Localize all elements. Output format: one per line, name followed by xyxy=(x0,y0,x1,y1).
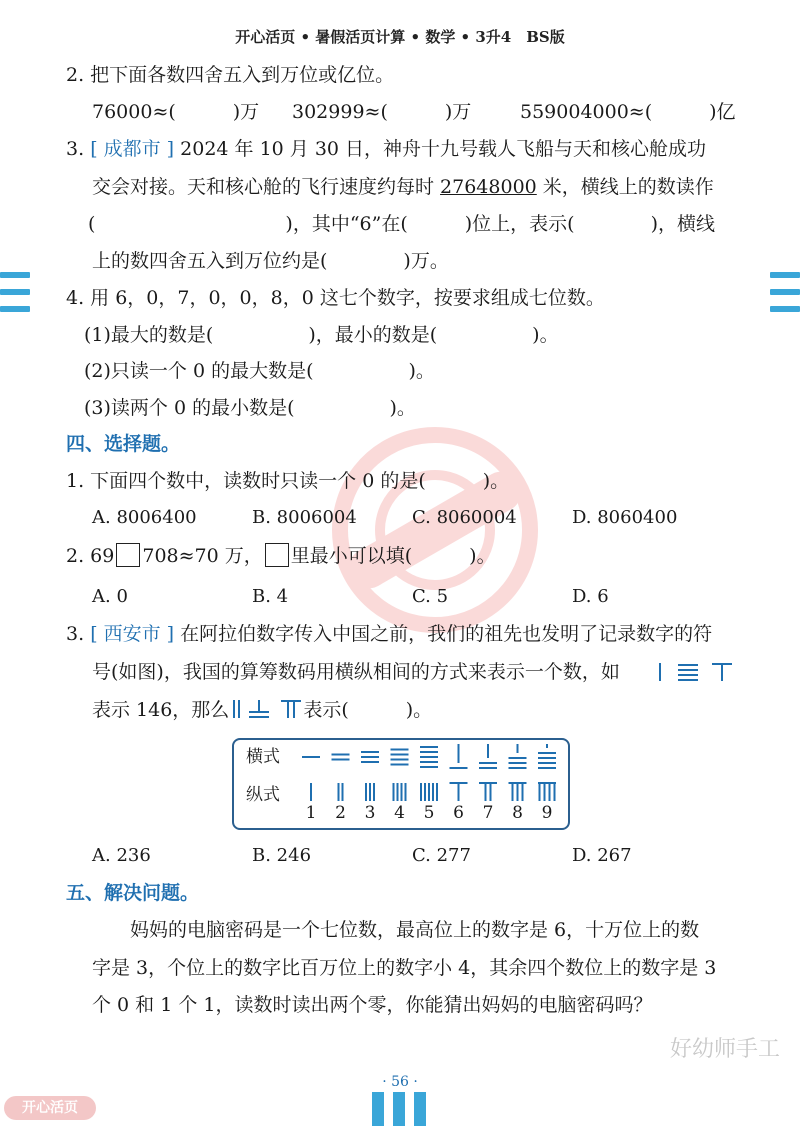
bottom-bars xyxy=(372,1092,435,1130)
choice3-number: 3. xyxy=(66,623,85,645)
page-header: 开心活页 • 暑假活页计算 • 数学 • 3升4 BS版 xyxy=(235,28,565,46)
q4-sub3: (3)读两个 0 的最小数是( )。 xyxy=(84,397,416,419)
q4-sub2: (2)只读一个 0 的最大数是( )。 xyxy=(84,360,435,382)
choice3-line2: 号(如图)，我国的算筹数码用横纵相间的方式来表示一个数，如 xyxy=(92,661,620,683)
rod-number-9: 9 xyxy=(541,803,553,823)
rod-number-4: 4 xyxy=(394,803,405,823)
choice2-option-a: A. 0 xyxy=(92,586,128,607)
q3-underlined-number: 27648000 xyxy=(440,176,537,198)
sec5-line2: 字是 3，个位上的数字比百万位上的数字小 4，其余四个数位上的数字是 3 xyxy=(92,957,717,979)
choice3-option-c: C. 277 xyxy=(412,845,471,866)
q2-item-c: 559004000≈( )亿 xyxy=(520,101,736,123)
sec5-line3: 个 0 和 1 个 1，读数时读出两个零，你能猜出妈妈的电脑密码吗？ xyxy=(92,994,653,1016)
right-side-stripes xyxy=(770,272,800,323)
q4-sub1: (1)最大的数是( )，最小的数是( )。 xyxy=(84,324,559,346)
rod-number-2: 2 xyxy=(335,803,346,823)
q4-stem: 4. 用 6，0，7，0，0，8，0 这七个数字，按要求组成七位数。 xyxy=(66,287,605,309)
choice3-line1-text: 在阿拉伯数字传入中国之前，我们的祖先也发明了记录数字的符 xyxy=(180,623,713,645)
blank-box-1 xyxy=(116,543,140,567)
rod-number-1: 1 xyxy=(305,803,317,823)
choice2-stem xyxy=(66,543,496,569)
left-side-stripes xyxy=(0,272,30,323)
horizontal-rod-glyphs xyxy=(302,742,564,772)
corner-watermark-text: 好幼师手工 xyxy=(669,1037,780,1062)
q3-line1-text: 2024 年 10 月 30 日，神舟十九号载人飞船与天和核心舱成功 xyxy=(180,138,707,160)
rod-number-7: 7 xyxy=(482,803,494,823)
q3-line2-b: 米，横线上的数读作 xyxy=(536,176,714,198)
rod-number-3: 3 xyxy=(364,803,376,823)
vertical-rod-glyphs xyxy=(302,780,564,804)
choice3-city-tag: [ 西安市 ] xyxy=(90,623,175,645)
page-number: · 56 · xyxy=(382,1074,418,1090)
choice2-option-b: B. 4 xyxy=(252,586,289,607)
rod-number-5: 5 xyxy=(423,803,435,823)
choice3-line3 xyxy=(92,697,432,723)
choice2-mid: 708≈70 万， xyxy=(142,545,263,567)
q3-line2-a: 交会对接。天和核心舱的飞行速度约每时 xyxy=(92,176,441,198)
section5-title: 五、解决问题。 xyxy=(66,882,200,904)
choice3-line3-a: 表示 146，那么 xyxy=(92,699,230,721)
blank-box-2 xyxy=(265,543,289,567)
q2-stem: 2. 把下面各数四舍五入到万位或亿位。 xyxy=(66,64,395,86)
q3-line3: ( )，其中“6”在( )位上，表示( )，横线 xyxy=(88,213,715,235)
choice2-option-d: D. 6 xyxy=(572,586,609,607)
choice1-stem: 1. 下面四个数中，读数时只读一个 0 的是( )。 xyxy=(66,470,510,492)
choice3-option-a: A. 236 xyxy=(92,845,151,866)
counting-rod-table xyxy=(232,738,570,830)
section4-title: 四、选择题。 xyxy=(66,433,181,455)
rod-row-vertical-label: 纵式 xyxy=(246,785,280,805)
q2-item-a: 76000≈( )万 xyxy=(92,101,260,123)
q3-line4: 上的数四舍五入到万位约是( )万。 xyxy=(92,250,449,272)
choice2-option-c: C. 5 xyxy=(412,586,449,607)
q3-number: 3. xyxy=(66,138,85,160)
q3-line1 xyxy=(66,136,706,162)
choice1-option-a: A. 8006400 xyxy=(92,507,197,528)
choice1-option-c: C. 8060004 xyxy=(412,507,517,528)
choice1-option-b: B. 8006004 xyxy=(252,507,357,528)
sec5-line1: 妈妈的电脑密码是一个七位数，最高位上的数字是 6，十万位上的数 xyxy=(130,919,700,941)
kaixin-logo: 开心活页 xyxy=(4,1096,96,1120)
q3-city-tag: [ 成都市 ] xyxy=(90,138,175,160)
q3-line2 xyxy=(92,174,714,200)
choice1-option-d: D. 8060400 xyxy=(572,507,678,528)
choice3-line3-b: 表示( )。 xyxy=(303,699,433,721)
rod-number-6: 6 xyxy=(453,803,464,823)
rod-numeral-146-icon xyxy=(654,661,740,683)
rod-numeral-question-icon xyxy=(229,698,303,720)
rod-row-horizontal-label: 横式 xyxy=(246,747,280,767)
choice2-post: 里最小可以填( )。 xyxy=(290,545,496,567)
q2-item-b: 302999≈( )万 xyxy=(292,101,472,123)
rod-number-8: 8 xyxy=(512,803,523,823)
choice3-line1 xyxy=(66,621,712,647)
choice2-pre: 2. 69 xyxy=(66,545,115,567)
choice3-option-b: B. 246 xyxy=(252,845,312,866)
choice3-option-d: D. 267 xyxy=(572,845,632,866)
